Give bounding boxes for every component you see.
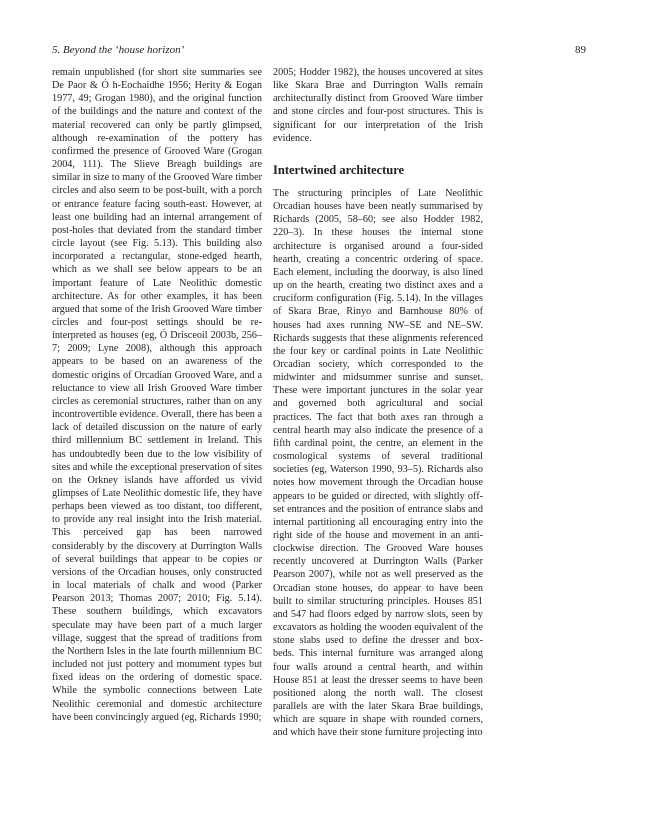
page-number: 89 [575,44,586,56]
running-head [52,42,586,58]
section-heading: Intertwined architecture [273,162,405,177]
right-column [273,66,483,740]
running-title: 5. Beyond the ‘house horizon’ [52,44,185,56]
left-column [52,66,262,724]
body-paragraph: remain unpublished (for short site summaries see De Paor & Ó h-Eochaidhe 1956; Herity & Eogan 1977, 49; Grogan 1980), and the original function of the buildings and the nature and context of the material recovered can only be partly glimpsed, although re-examination of the pottery has confirmed the presence of Grooved Ware (Grogan 2004, 111). The Slieve Breagh buildings are similar in size to many of the Grooved Ware timber circles and also seem to be post-built, with a porch or entrance feature facing south-east. However, at least one building had an internal arrangement of post-holes that deviated from the standard timber circle layout (see Fig. 5.13). This building also incorporated a rectangular, stone-edged hearth, which as we shall see below appears to be an important feature of Late Neolithic domestic architecture. As for other examples, it has been argued that some of the Irish Grooved Ware timber circles and four-post settings should be re-interpreted as houses (eg, Ó Drisceoil 2003b, 256–7; 2009; Lyne 2008), although this approach appears to be based on an awareness of the domestic origins of Orcadian Grooved Ware, and a reluctance to view all Irish Grooved Ware timber circles as ceremonial structures, rather than on any incontrovertible evidence. Overall, there has been a lack of detailed discussion on the nature of early third millennium BC settlement in Ireland. This has undoubtedly been due to the low visibility of sites and while the exceptional preservation of sites on the Orkney islands have afforded us vivid glimpses of Late Neolithic domestic life, they have perhaps been viewed as too distant, too different, to provide any real insight into the Irish material. This perceived gap has been narrowed considerably by the discovery at Durrington Walls of several buildings that appear to be copies or versions of the Orcadian houses, only constructed in local materials of chalk and wood (Parker Pearson 2013; Thomas 2007; 2010; Fig. 5.14). These southern buildings, which excavators speculate may have been part of a much larger village, suggest that the spread of traditions from the Northern Isles in the late fourth millennium BC included not just pottery and monument types but fixed ideas on the ordering of domestic space. While the symbolic connections between Late Neolithic ceremonial and domestic architecture have been convincingly argued (eg, Richards 1990; [52,67,262,723]
body-paragraph: The structuring principles of Late Neolithic Orcadian houses have been neatly summarised by Richards (2005, 58–60; see also Hodder 1982, 220–3). In these houses the internal stone architecture is organised around a four-sided hearth, creating a concentric ordering of space. Each element, including the doorway, is also lined up on the hearth, creating two distinct axes and a cruciform configuration (Fig. 5.14). In the villages of Skara Brae, Rinyo and Barnhouse 80% of houses had axes running NW–SE and NE–SW. Richards suggests that these alignments referenced the four key or cardinal points in Late Neolithic Orcadian society, which corresponded to the midwinter and midsummer sunrise and sunset. These were important junctures in the solar year and governed both agricultural and social practices. The fact that both axes ran through a central hearth may also indicate the presence of a fifth cardinal point, the centre, an element in the cosmological systems of several traditional societies (eg, Waterson 1990, 93–5). Richards also notes how movement through the Orcadian house appears to be guided or directed, with slightly off-set entrances and the position of entrance slabs and internal partitioning all encouraging entry into the right side of the house and movement in an anti-clockwise direction. The Grooved Ware houses recently uncovered at Durrington Walls (Parker Pearson 2007), while not as well preserved as the Orcadian stone houses, do appear to have been built to similar structuring principles. Houses 851 and 547 had floors edged by narrow slots, seen by excavators as holding the wooden equivalent of the stone slabs used to define the dresser and box-beds. This internal furniture was arranged along four walls around a central hearth, and within House 851 at least the dresser seems to have been positioned along the north wall. The closest parallels are with the later Skara Brae buildings, which are square in shape with rounded corners, and which have their stone furniture projecting into [273,187,483,739]
body-paragraph: 2005; Hodder 1982), the houses uncovered at sites like Skara Brae and Durrington Walls remain architecturally distinct from Grooved Ware timber and stone circles and four-post structures. This is significant for our interpretation of the Irish evidence. [273,67,483,144]
